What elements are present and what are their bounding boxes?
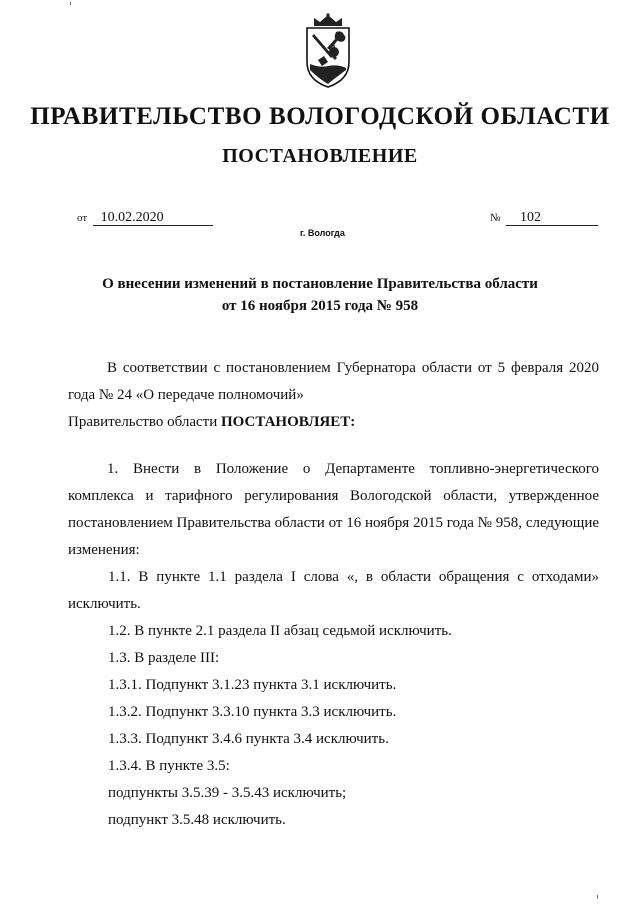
scan-speck: [70, 2, 71, 5]
preamble-decision-line: [68, 409, 599, 436]
item-1-3-2: 1.3.2. Подпункт 3.3.10 пункта 3.3 исключить.: [108, 704, 397, 720]
item-1-3-4: 1.3.4. В пункте 3.5:: [108, 758, 230, 774]
document-title: [0, 273, 640, 317]
preamble: [68, 355, 599, 436]
subitem-b: подпункт 3.5.48 исключить.: [108, 812, 286, 828]
document-date: [77, 210, 213, 226]
number-prefix: №: [490, 212, 501, 224]
item-1-3: 1.3. В разделе III:: [108, 650, 220, 666]
item-1: 1. Внести в Положение о Департаменте топливно-энергетического комплекса и тарифного регулирования Вологодской области, утвержденное постановлением Правительства области от 16 ноября 2015 года № 958, следующие изменения:: [68, 461, 599, 558]
date-prefix: от: [77, 212, 88, 224]
title-line-1: О внесении изменений в постановление Правительства области: [102, 276, 538, 292]
organization-name: ПРАВИТЕЛЬСТВО ВОЛОГОДСКОЙ ОБЛАСТИ: [30, 103, 610, 130]
item-1-1: 1.1. В пункте 1.1 раздела I слова «, в области обращения с отходами» исключить.: [68, 569, 599, 612]
title-line-2: от 16 ноября 2015 года № 958: [221, 298, 419, 314]
coat-of-arms-emblem: [300, 12, 356, 90]
item-1-2: 1.2. В пункте 2.1 раздела II абзац седьмой исключить.: [108, 623, 452, 639]
preamble-lead: Правительство области: [68, 414, 221, 430]
date-value: 10.02.2020: [93, 210, 213, 226]
document-body: [68, 456, 599, 834]
number-value: 102: [506, 210, 598, 226]
decision-word: ПОСТАНОВЛЯЕТ:: [220, 414, 356, 430]
item-1-3-1: 1.3.1. Подпункт 3.1.23 пункта 3.1 исключить.: [108, 677, 397, 693]
subitem-a: подпункты 3.5.39 - 3.5.43 исключить;: [108, 785, 347, 801]
preamble-text: В соответствии с постановлением Губернатора области от 5 февраля 2020 года № 24 «О передаче полномочий»: [68, 360, 599, 403]
city-name: г. Вологда: [300, 228, 345, 238]
scan-speck: [597, 895, 598, 899]
item-1-3-3: 1.3.3. Подпункт 3.4.6 пункта 3.4 исключить.: [108, 731, 389, 747]
document-type: ПОСТАНОВЛЕНИЕ: [222, 145, 418, 167]
document-number: [490, 210, 598, 226]
